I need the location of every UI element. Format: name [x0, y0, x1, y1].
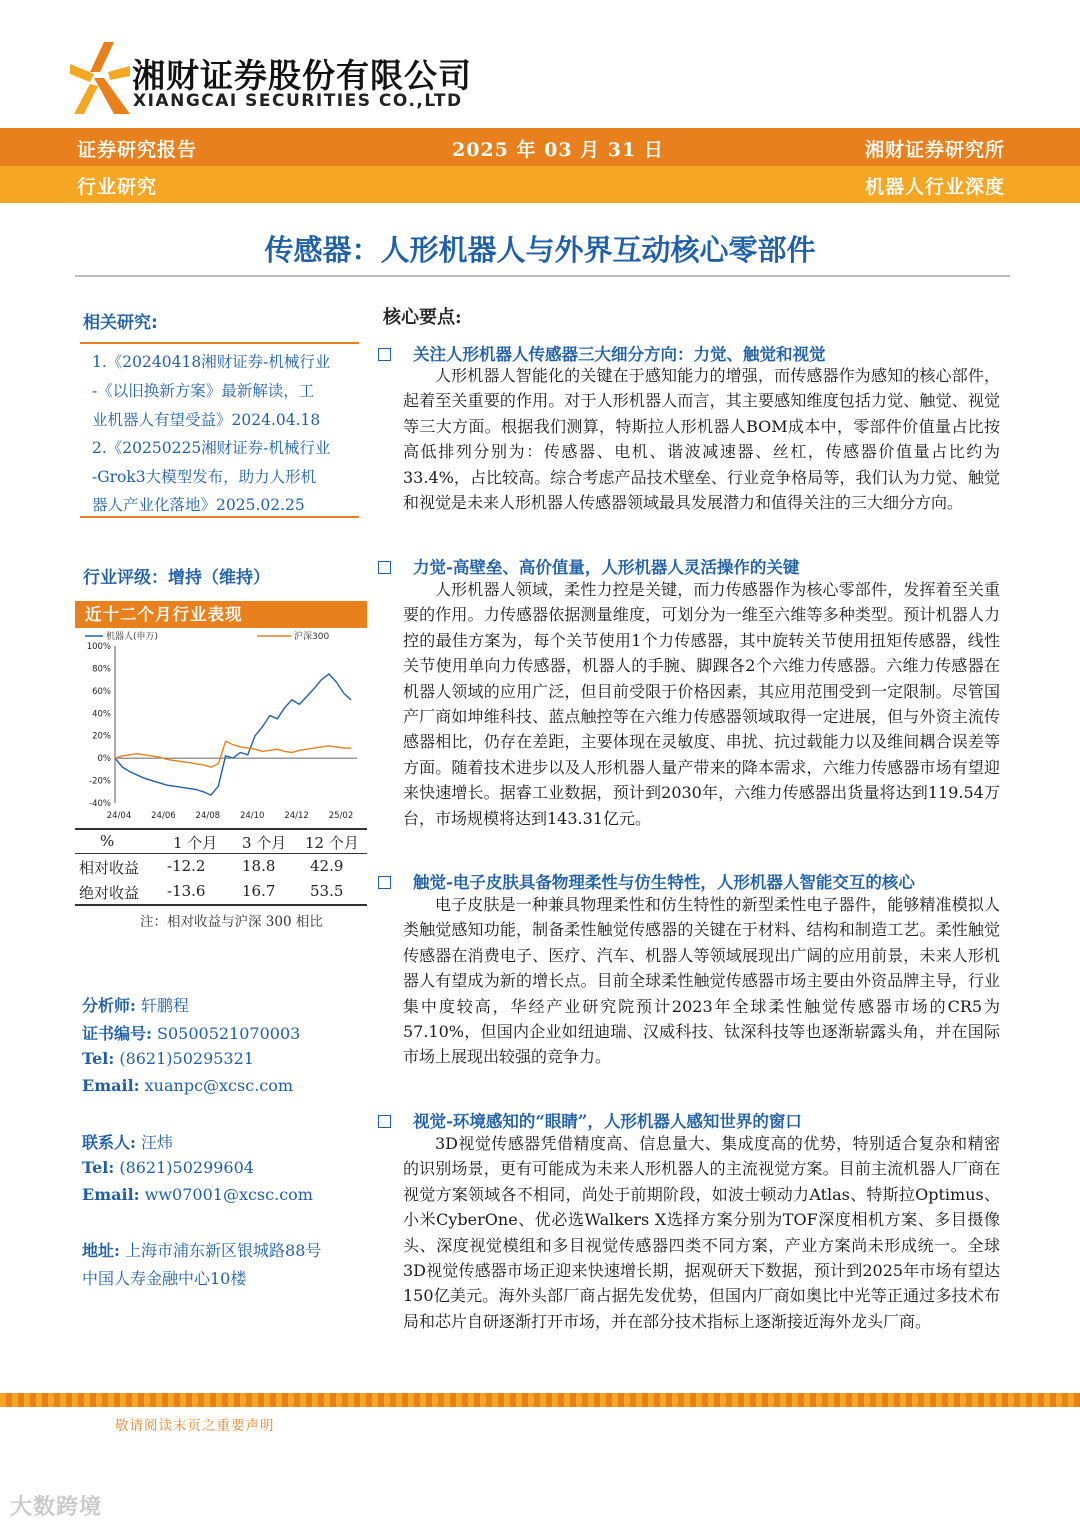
cert-number: S0500521070003	[157, 1024, 301, 1043]
email-label: Email:	[82, 1076, 140, 1095]
table-cell: 18.8	[242, 857, 276, 875]
table-cell: 42.9	[310, 857, 344, 875]
section-paragraph: 3D视觉传感器凭借精度高、信息量大、集成度高的优势，特别适合复杂和精密的识别场景，更有可能成为未来人形机器人的主流视觉方案。目前主流机器人厂商在视觉方案领域各不相同，尚处于前期阶段，如波士顿动力Atlas、特斯拉Optimus、小米CyberOne、优必选Walkers X选择方案分别为TOF深度相机方案、多目摄像头、深度视觉模组和多目视觉传感器四类不同方案，产业方案尚未形成统一。全球3D视觉传感器市场正迎来快速增长期，据观研天下数据，预计到2025年市场有望达150亿美元。海外头部厂商占据先发优势，但国内厂商如奥比中光等正通过多技术布局和芯片自研逐渐打开市场，并在部分技术指标上逐渐接近海外龙头厂商。	[403, 1134, 1000, 1331]
x-tick-label: 25/02	[328, 811, 354, 821]
related-research-line[interactable]: 器人产业化落地》2025.02.25	[92, 496, 305, 514]
x-tick-label: 24/04	[106, 811, 132, 821]
checkbox-bullet-icon	[378, 561, 391, 574]
email-label: Email:	[82, 1185, 140, 1204]
contact-email-line	[82, 1185, 313, 1204]
section-paragraph: 人形机器人智能化的关键在于感知能力的增强，而传感器作为感知的核心部件，起着至关重要的作用。对于人形机器人而言，其主要感知维度包括力觉、触觉、视觉等三大方面。根据我们测算，特斯拉人形机器人BOM成本中，零部件价值量占比按高低排列分别为：传感器、电机、谐波减速器、丝杠，传感器价值量占比约为33.4%，占比较高。综合考虑产品技术壁垒、行业竞争格局等，我们认为力觉、触觉和视觉是未来人形机器人传感器领域最具发展潜力和值得关注的三大细分方向。	[403, 366, 1000, 513]
series-line-robot	[115, 674, 351, 795]
table-cell: 绝对收益	[79, 884, 140, 902]
footer-notice[interactable]: 敬请阅读末页之重要声明	[115, 1418, 275, 1434]
section-heading	[378, 869, 915, 893]
legend-label-hs300: 沪深300	[294, 632, 330, 642]
analyst-label: 分析师:	[82, 996, 136, 1015]
tel-label: Tel:	[82, 1158, 115, 1177]
company-name-cn: 湘财证券股份有限公司	[132, 56, 472, 95]
report-date: 2025 年 03 月 31 日	[452, 139, 664, 161]
page-title: 传感器：人形机器人与外界互动核心零部件	[264, 233, 816, 267]
industry-rating: 行业评级：增持（维持）	[83, 568, 270, 588]
table-cell: 相对收益	[79, 859, 140, 877]
analyst-email-line	[82, 1076, 293, 1095]
y-tick-label: 40%	[92, 709, 111, 720]
table-note: 注：相对收益与沪深 300 相比	[140, 914, 323, 930]
table-header: 3 个月	[242, 834, 287, 852]
section-heading-text: 视觉-环境感知的“眼睛”，人形机器人感知世界的窗口	[413, 1112, 802, 1131]
table-header: 12 个月	[305, 834, 359, 852]
analyst-name: 轩鹏程	[141, 996, 190, 1015]
y-tick-label: 20%	[92, 731, 111, 742]
related-research-line[interactable]: -Grok3大模型发布，助力人形机	[92, 468, 317, 486]
checkbox-bullet-icon	[378, 1115, 391, 1128]
institute-name: 湘财证券研究所	[864, 139, 1005, 161]
related-research-list	[80, 342, 359, 518]
performance-heading: 近十二个月行业表现	[75, 601, 367, 628]
contact-label: 联系人:	[82, 1133, 136, 1152]
contact-tel-line	[82, 1158, 254, 1177]
analyst-tel[interactable]: (8621)50295321	[119, 1049, 254, 1068]
table-cell: -13.6	[167, 882, 206, 900]
company-logo-icon	[70, 42, 130, 114]
title-divider	[75, 275, 1010, 277]
performance-chart	[75, 628, 367, 825]
related-research-line[interactable]: -《以旧换新方案》最新解读，工	[92, 382, 315, 400]
header-bar-top	[0, 128, 1080, 166]
report-category: 行业研究	[77, 176, 158, 198]
related-research-heading: 相关研究:	[83, 313, 158, 333]
related-research-line[interactable]: 业机器人有望受益》2024.04.18	[92, 411, 321, 429]
y-tick-label: -40%	[89, 799, 111, 809]
section-heading	[378, 1108, 802, 1132]
table-cell: 53.5	[310, 882, 344, 900]
y-tick-label: -20%	[89, 776, 111, 787]
related-research-line[interactable]: 2.《20250225湘财证券-机械行业	[92, 439, 331, 457]
section-heading-text: 触觉-电子皮肤具备物理柔性与仿生特性，人形机器人智能交互的核心	[413, 873, 915, 892]
y-tick-label: 0%	[97, 754, 111, 765]
address-line	[82, 1238, 321, 1261]
y-tick-label: 100%	[86, 642, 111, 652]
header-bar-bottom	[0, 166, 1080, 203]
section-paragraph: 人形机器人领域，柔性力控是关键，而力传感器作为核心零部件，发挥着至关重要的作用。力传感器依据测量维度，可划分为一维至六维等多种类型。预计机器人力控的最佳方案为，每个关节使用1个力传感器，其中旋转关节使用扭矩传感器，线性关节使用单向力传感器，机器人的手腕、脚踝各2个六维力传感器。六维力传感器在机器人领域的应用广泛，但目前受限于价格因素，其应用范围受到一定限制。尽管国产厂商如坤维科技、蓝点触控等在六维力传感器领域取得一定进展，但与外资主流传感器相比，仍存在差距，主要体现在灵敏度、串扰、抗过载能力以及维间耦合误差等方面。随着技术进步以及人形机器人量产带来的降本需求，六维力传感器市场有望迎来快速增长。据睿工业数据，预计到2030年，六维力传感器出货量将达到119.54万台，市场规模将达到143.31亿元。	[403, 580, 1000, 828]
table-header: 1 个月	[173, 834, 218, 852]
contact-line	[82, 1130, 173, 1153]
analyst-tel-line	[82, 1049, 254, 1068]
table-header: %	[100, 832, 115, 850]
legend-label-robot: 机器人(申万)	[106, 632, 159, 642]
tel-label: Tel:	[82, 1049, 115, 1068]
contact-tel[interactable]: (8621)50299604	[119, 1158, 254, 1177]
contact-name: 汪炜	[141, 1133, 174, 1152]
section-heading-text: 力觉-高壁垒、高价值量，人形机器人灵活操作的关键	[413, 558, 800, 577]
analyst-line	[82, 993, 189, 1016]
cert-line	[82, 1021, 300, 1044]
performance-chart-svg	[75, 628, 367, 825]
series-line-hs300	[115, 741, 351, 767]
related-research-line[interactable]: 1.《20240418湘财证券-机械行业	[92, 353, 331, 371]
section-heading	[378, 341, 826, 365]
y-tick-label: 80%	[92, 664, 111, 675]
checkbox-bullet-icon	[378, 348, 391, 361]
watermark: 大数跨境	[10, 1495, 103, 1520]
report-subcategory: 机器人行业深度	[864, 176, 1005, 198]
company-name-en: XIANGCAI SECURITIES CO.,LTD	[133, 91, 463, 111]
address-line2: 中国人寿金融中心10楼	[82, 1269, 247, 1288]
address-label: 地址:	[82, 1241, 120, 1260]
section-heading	[378, 554, 799, 578]
section-heading-text: 关注人形机器人传感器三大细分方向：力觉、触觉和视觉	[413, 345, 826, 364]
x-tick-label: 24/12	[284, 811, 309, 821]
address-line1: 上海市浦东新区银城路88号	[125, 1241, 322, 1260]
section-paragraph: 电子皮肤是一种兼具物理柔性和仿生特性的新型柔性电子器件，能够精准模拟人类触觉感知功能，制备柔性触觉传感器的关键在于材料、结构和制造工艺。柔性触觉传感器在消费电子、医疗、汽车、机器人等领域展现出广阔的应用前景，未来人形机器人有望成为新的增长点。目前全球柔性触觉传感器市场主要由外资品牌主导，行业集中度较高，华经产业研究院预计2023年全球柔性触觉传感器市场的CR5为57.10%，但国内企业如纽迪瑞、汉威科技、钛深科技等也逐渐崭露头角，并在国际市场上展现出较强的竞争力。	[403, 895, 1000, 1067]
footer-bar	[0, 1393, 1080, 1407]
checkbox-bullet-icon	[378, 876, 391, 889]
analyst-email[interactable]: xuanpc@xcsc.com	[144, 1076, 294, 1095]
x-tick-label: 24/08	[195, 811, 221, 821]
table-cell: 16.7	[242, 882, 276, 900]
core-points-heading: 核心要点:	[383, 307, 462, 328]
table-cell: -12.2	[167, 857, 206, 875]
contact-email[interactable]: ww07001@xcsc.com	[144, 1185, 313, 1204]
x-tick-label: 24/06	[151, 811, 176, 821]
x-tick-label: 24/10	[239, 811, 265, 821]
cert-label: 证书编号:	[82, 1024, 152, 1043]
report-type: 证券研究报告	[77, 139, 198, 161]
y-tick-label: 60%	[92, 686, 111, 697]
